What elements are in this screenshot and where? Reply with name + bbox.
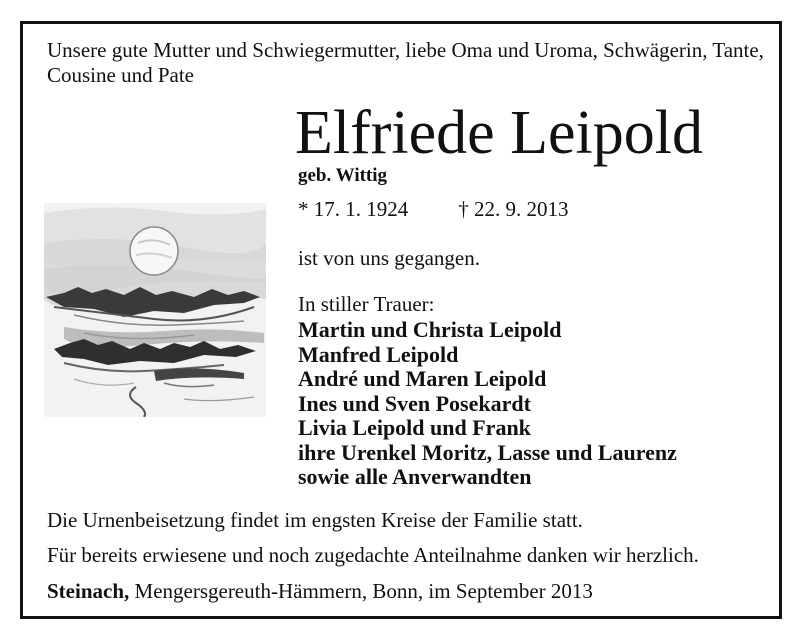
intro-text: Unsere gute Mutter und Schwiegermutter, liebe Oma und Uroma, Schwägerin, Tante, Cousine und Pate <box>47 38 764 87</box>
place-and-date <box>47 579 593 604</box>
passed-away-text: ist von uns gegangen. <box>298 246 480 270</box>
mourners-list <box>298 318 677 490</box>
mourning-heading: In stiller Trauer: <box>298 292 435 316</box>
death-date: † 22. 9. 2013 <box>458 197 569 221</box>
maiden-name: geb. Wittig <box>298 165 388 186</box>
burial-note: Die Urnenbeisetzung findet im engsten Kreise der Familie statt. <box>47 508 583 532</box>
birth-date: * 17. 1. 1924 <box>298 197 409 221</box>
deceased-name: Elfriede Leipold <box>295 99 703 167</box>
mourner-entry: Livia Leipold und Frank <box>298 415 531 440</box>
mourner-entry: André und Maren Leipold <box>298 366 547 391</box>
mourner-entry: sowie alle Anverwandten <box>298 464 532 489</box>
place-rest: Mengersgereuth-Hämmern, Bonn, im September 2013 <box>129 579 593 603</box>
mourner-entry: ihre Urenkel Moritz, Lasse und Laurenz <box>298 439 677 465</box>
place-town: Steinach, <box>47 579 130 603</box>
thanks-note: Für bereits erwiesene und noch zugedachte Anteilnahme danken wir herzlich. <box>47 543 699 567</box>
moon-over-hills-drawing-icon <box>44 203 266 417</box>
mourner-entry: Manfred Leipold <box>298 341 459 367</box>
mourner-entry: Ines und Sven Posekardt <box>298 390 531 416</box>
life-dates <box>298 197 569 222</box>
mourner-entry: Martin und Christa Leipold <box>298 317 562 342</box>
